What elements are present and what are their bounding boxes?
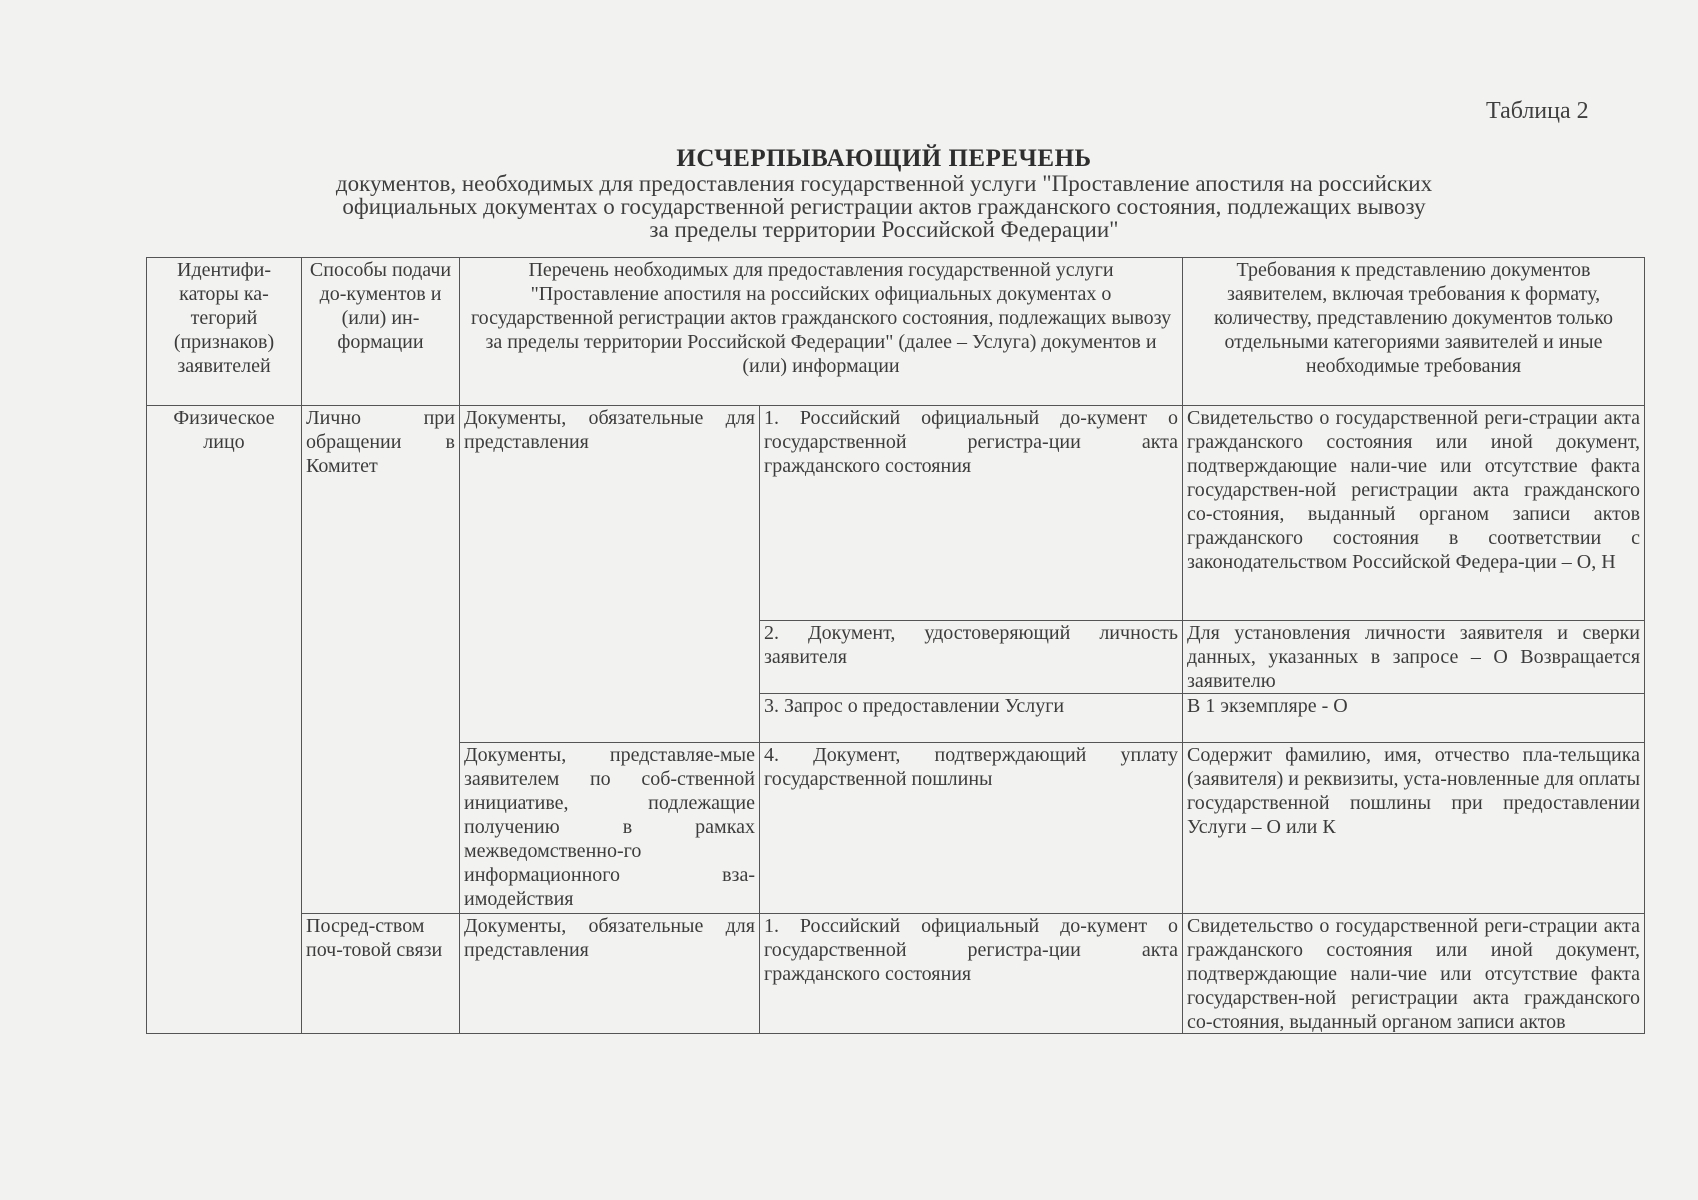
cell-requirement-5-wrap	[1183, 914, 1645, 1034]
cell-method-post: Посред-ством поч-товой связи	[302, 914, 460, 1034]
cell-requirement-2: Для установления личности заявителя и сверки данных, указанных в запросе – О Возвращается заявителю	[1183, 621, 1645, 694]
header-requirements: Требования к представлению документов заявителем, включая требования к формату, количеству, представлению документов только отдельными категориями заявителей и иные необходимые требования	[1183, 258, 1645, 406]
cell-group-mandatory-post: Документы, обязательные для представления	[460, 914, 760, 1034]
table-header-row	[147, 258, 1645, 406]
document-heading	[150, 146, 1618, 241]
document-title: ИСЧЕРПЫВАЮЩИЙ ПЕРЕЧЕНЬ	[676, 145, 1092, 172]
cell-requirement-4: Содержит фамилию, имя, отчество пла-тельщика (заявителя) и реквизиты, уста-новленные для оплаты государственной пошлины при предоставлении Услуги – О или К	[1183, 743, 1645, 914]
subtitle-line-2: официальных документах о государственной регистрации актов гражданского состояния, подлежащих вывозу	[342, 194, 1426, 219]
cell-document-1: 1. Российский официальный до-кумент о государственной регистра-ции акта гражданского состояния	[760, 406, 1183, 621]
table-number-label: Таблица 2	[1486, 98, 1589, 124]
documents-table	[146, 257, 1645, 1034]
subtitle-line-1: документов, необходимых для предоставления государственной услуги "Проставление апостиля на российских	[335, 171, 1433, 196]
cell-requirement-5: Свидетельство о государственной реги-страции акта гражданского состояния или иной документ, подтверждающие нали-чие или отсутствие факта государствен-ной регистрации акта гражданского со-стояния, выданный органом записи актов	[1187, 915, 1641, 1032]
cell-group-initiative: Документы, представляе-мые заявителем по соб-ственной инициативе, подлежащие получению в рамках межведомственно-го информационного вза-имодействия	[460, 743, 760, 914]
cell-document-5: 1. Российский официальный до-кумент о государственной регистра-ции акта гражданского состояния	[760, 914, 1183, 1034]
cell-document-4: 4. Документ, подтверждающий уплату государственной пошлины	[760, 743, 1183, 914]
table-row	[147, 914, 1645, 1034]
cell-requirement-1: Свидетельство о государственной реги-страции акта гражданского состояния или иной документ, подтверждающие нали-чие или отсутствие факта государствен-ной регистрации акта гражданского со-стояния, выданный органом записи актов гражданского состояния в соответствии с законодательством Российской Федера-ции – О, Н	[1183, 406, 1645, 621]
subtitle-line-3: за пределы территории Российской Федерации"	[649, 217, 1119, 242]
table-row	[147, 406, 1645, 621]
header-documents-list: Перечень необходимых для предоставления государственной услуги "Проставление апостиля на российских официальных документах о государственной регистрации актов гражданского состояния, подлежащих вывозу за пределы территории Российской Федерации" (далее – Услуга) документов и (или) информации	[460, 258, 1183, 406]
cell-document-2: 2. Документ, удостоверяющий личность заявителя	[760, 621, 1183, 694]
header-submission-methods: Способы подачи до-кументов и (или) ин-формации	[302, 258, 460, 406]
cell-document-3: 3. Запрос о предоставлении Услуги	[760, 694, 1183, 743]
cell-applicant-type: Физическое лицо	[147, 406, 302, 1034]
header-applicant-categories: Идентифи-каторы ка-тегорий (признаков) заявителей	[147, 258, 302, 406]
cell-group-mandatory: Документы, обязательные для представления	[460, 406, 760, 743]
cell-method-in-person: Лично при обращении в Комитет	[302, 406, 460, 914]
cell-requirement-3: В 1 экземпляре - О	[1183, 694, 1645, 743]
